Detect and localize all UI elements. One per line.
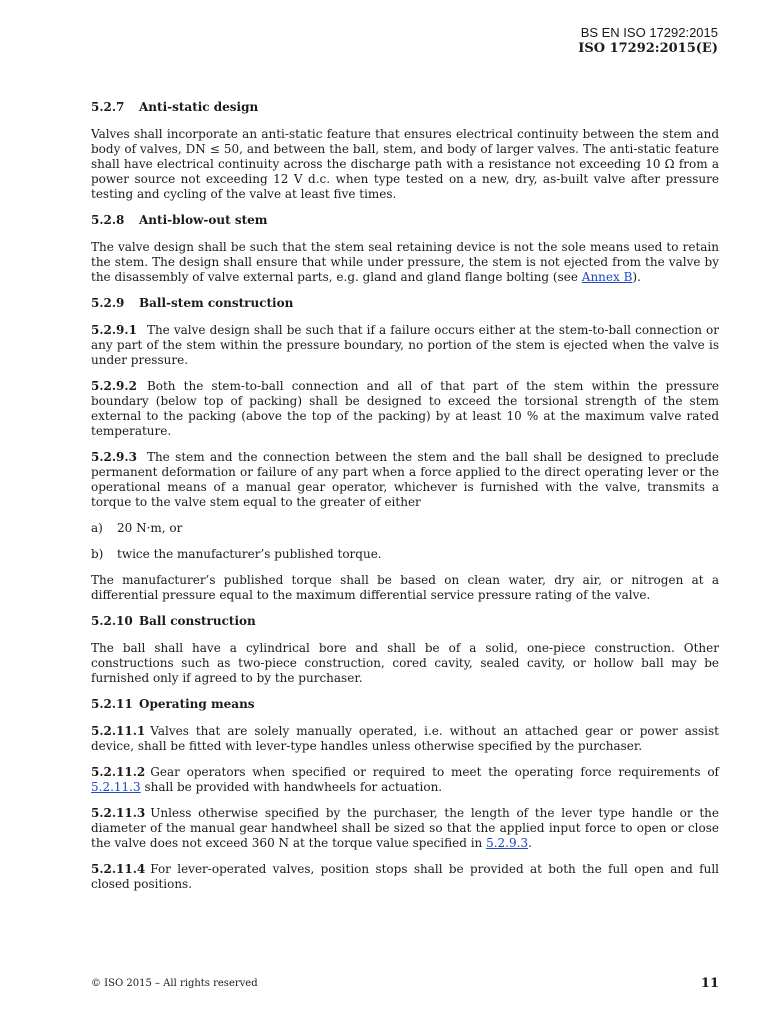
section-number: 5.2.7 — [91, 100, 125, 114]
clause-5-2-11-4 — [91, 862, 719, 892]
section-heading-5-2-7 — [91, 100, 719, 115]
clause-5-2-9-3-link[interactable]: 5.2.9.3 — [486, 836, 529, 850]
clause-tail: shall be provided with handwheels for actuation. — [140, 780, 443, 794]
clause-number: 5.2.11.3 — [91, 806, 146, 820]
clause-number: 5.2.11.1 — [91, 724, 146, 738]
clause-5-2-11-1 — [91, 724, 719, 754]
clause-number: 5.2.9.2 — [91, 379, 137, 393]
paragraph-text: The valve design shall be such that the stem seal retaining device is not the sole means used to retain the stem. The design shall ensure that while under pressure, the stem is not ejected from the valve by the disassembly of valve external parts, e.g. gland and gland flange bolting (see — [91, 240, 719, 284]
list-item — [91, 521, 719, 536]
clause-5-2-11-3 — [91, 806, 719, 851]
section-number: 5.2.8 — [91, 213, 125, 227]
clause-5-2-11-3-link[interactable]: 5.2.11.3 — [91, 780, 141, 794]
clause-text: For lever-operated valves, position stops shall be provided at both the full open and full closed positions. — [91, 862, 719, 891]
paragraph: The manufacturer’s published torque shall be based on clean water, dry air, or nitrogen at a differential pressure equal to the maximum differential service pressure rating of the valve. — [91, 573, 719, 602]
clause-text: Unless otherwise specified by the purchaser, the length of the lever type handle or the diameter of the manual gear handwheel shall be sized so that the applied input force to open or close the valve does not exceed 360 N at the torque value specified in — [91, 806, 719, 850]
section-heading-5-2-8 — [91, 213, 719, 228]
section-heading-5-2-11 — [91, 697, 719, 712]
section-title: Ball-stem construction — [139, 296, 294, 310]
page-header — [578, 25, 718, 57]
clause-text: Valves that are solely manually operated, i.e. without an attached gear or power assist device, shall be fitted with lever-type handles unless otherwise specified by the purchaser. — [91, 724, 719, 753]
list-item — [91, 547, 719, 562]
section-title: Anti-blow-out stem — [139, 213, 268, 227]
paragraph: Valves shall incorporate an anti-static feature that ensures electrical continuity between the stem and body of valves, DN ≤ 50, and between the ball, stem, and body of larger valves. The anti-static feature shall have electrical continuity across the discharge path with a resistance not exceeding 10 Ω from a power source not exceeding 12 V d.c. when type tested on a new, dry, as-built valve after pressure testing and cycling of the valve at least five times. — [91, 127, 719, 201]
clause-text: The valve design shall be such that if a failure occurs either at the stem-to-ball connection or any part of the stem within the pressure boundary, no portion of the stem is ejected when the valve is under pressure. — [91, 323, 719, 367]
section-heading-5-2-10 — [91, 614, 719, 629]
standard-id-line1: BS EN ISO 17292:2015 — [580, 25, 718, 40]
clause-5-2-9-3 — [91, 450, 719, 510]
paragraph: The ball shall have a cylindrical bore and shall be of a solid, one-piece construction. Other constructions such as two-piece construction, cored cavity, sealed cavity, or hollow ball may be furnished only if agreed to by the purchaser. — [91, 641, 719, 685]
section-title: Ball construction — [139, 614, 256, 628]
clause-number: 5.2.11.2 — [91, 765, 146, 779]
clause-number: 5.2.9.1 — [91, 323, 137, 337]
section-title: Operating means — [139, 697, 255, 711]
section-number: 5.2.11 — [91, 697, 133, 711]
page-number: 11 — [700, 976, 719, 991]
list-marker: b) — [91, 547, 104, 561]
annex-b-link[interactable]: Annex B — [581, 270, 633, 284]
section-number: 5.2.9 — [91, 296, 125, 310]
section-heading-5-2-9 — [91, 296, 719, 311]
clause-text: Both the stem-to-ball connection and all of that part of the stem within the pressure boundary (below top of packing) shall be designed to exceed the torsional strength of the stem external to the packing (above the top of the packing) by at least 10 % at the maximum valve rated temperature. — [91, 379, 719, 438]
clause-5-2-9-1 — [91, 323, 719, 368]
clause-tail: . — [528, 836, 532, 850]
standard-id-line2: ISO 17292:2015(E) — [578, 41, 718, 56]
clause-number: 5.2.11.4 — [91, 862, 146, 876]
list-text: 20 N·m, or — [117, 521, 183, 535]
clause-text: Gear operators when specified or required to meet the operating force requirements of — [150, 765, 719, 779]
document-body — [91, 100, 719, 903]
paragraph — [91, 240, 719, 285]
clause-5-2-11-2 — [91, 765, 719, 795]
copyright-notice: © ISO 2015 – All rights reserved — [91, 978, 258, 989]
clause-text: The stem and the connection between the stem and the ball shall be designed to preclude permanent deformation or failure of any part when a force applied to the direct operating lever or the operational means of a manual gear operator, whichever is furnished with the valve, transmits a torque to the valve stem equal to the greater of either — [91, 450, 719, 509]
section-title: Anti-static design — [139, 100, 259, 114]
section-number: 5.2.10 — [91, 614, 133, 628]
list-marker: a) — [91, 521, 103, 535]
list-text: twice the manufacturer’s published torque. — [117, 547, 382, 561]
paragraph-tail: ). — [632, 270, 641, 284]
clause-number: 5.2.9.3 — [91, 450, 137, 464]
clause-5-2-9-2 — [91, 379, 719, 439]
